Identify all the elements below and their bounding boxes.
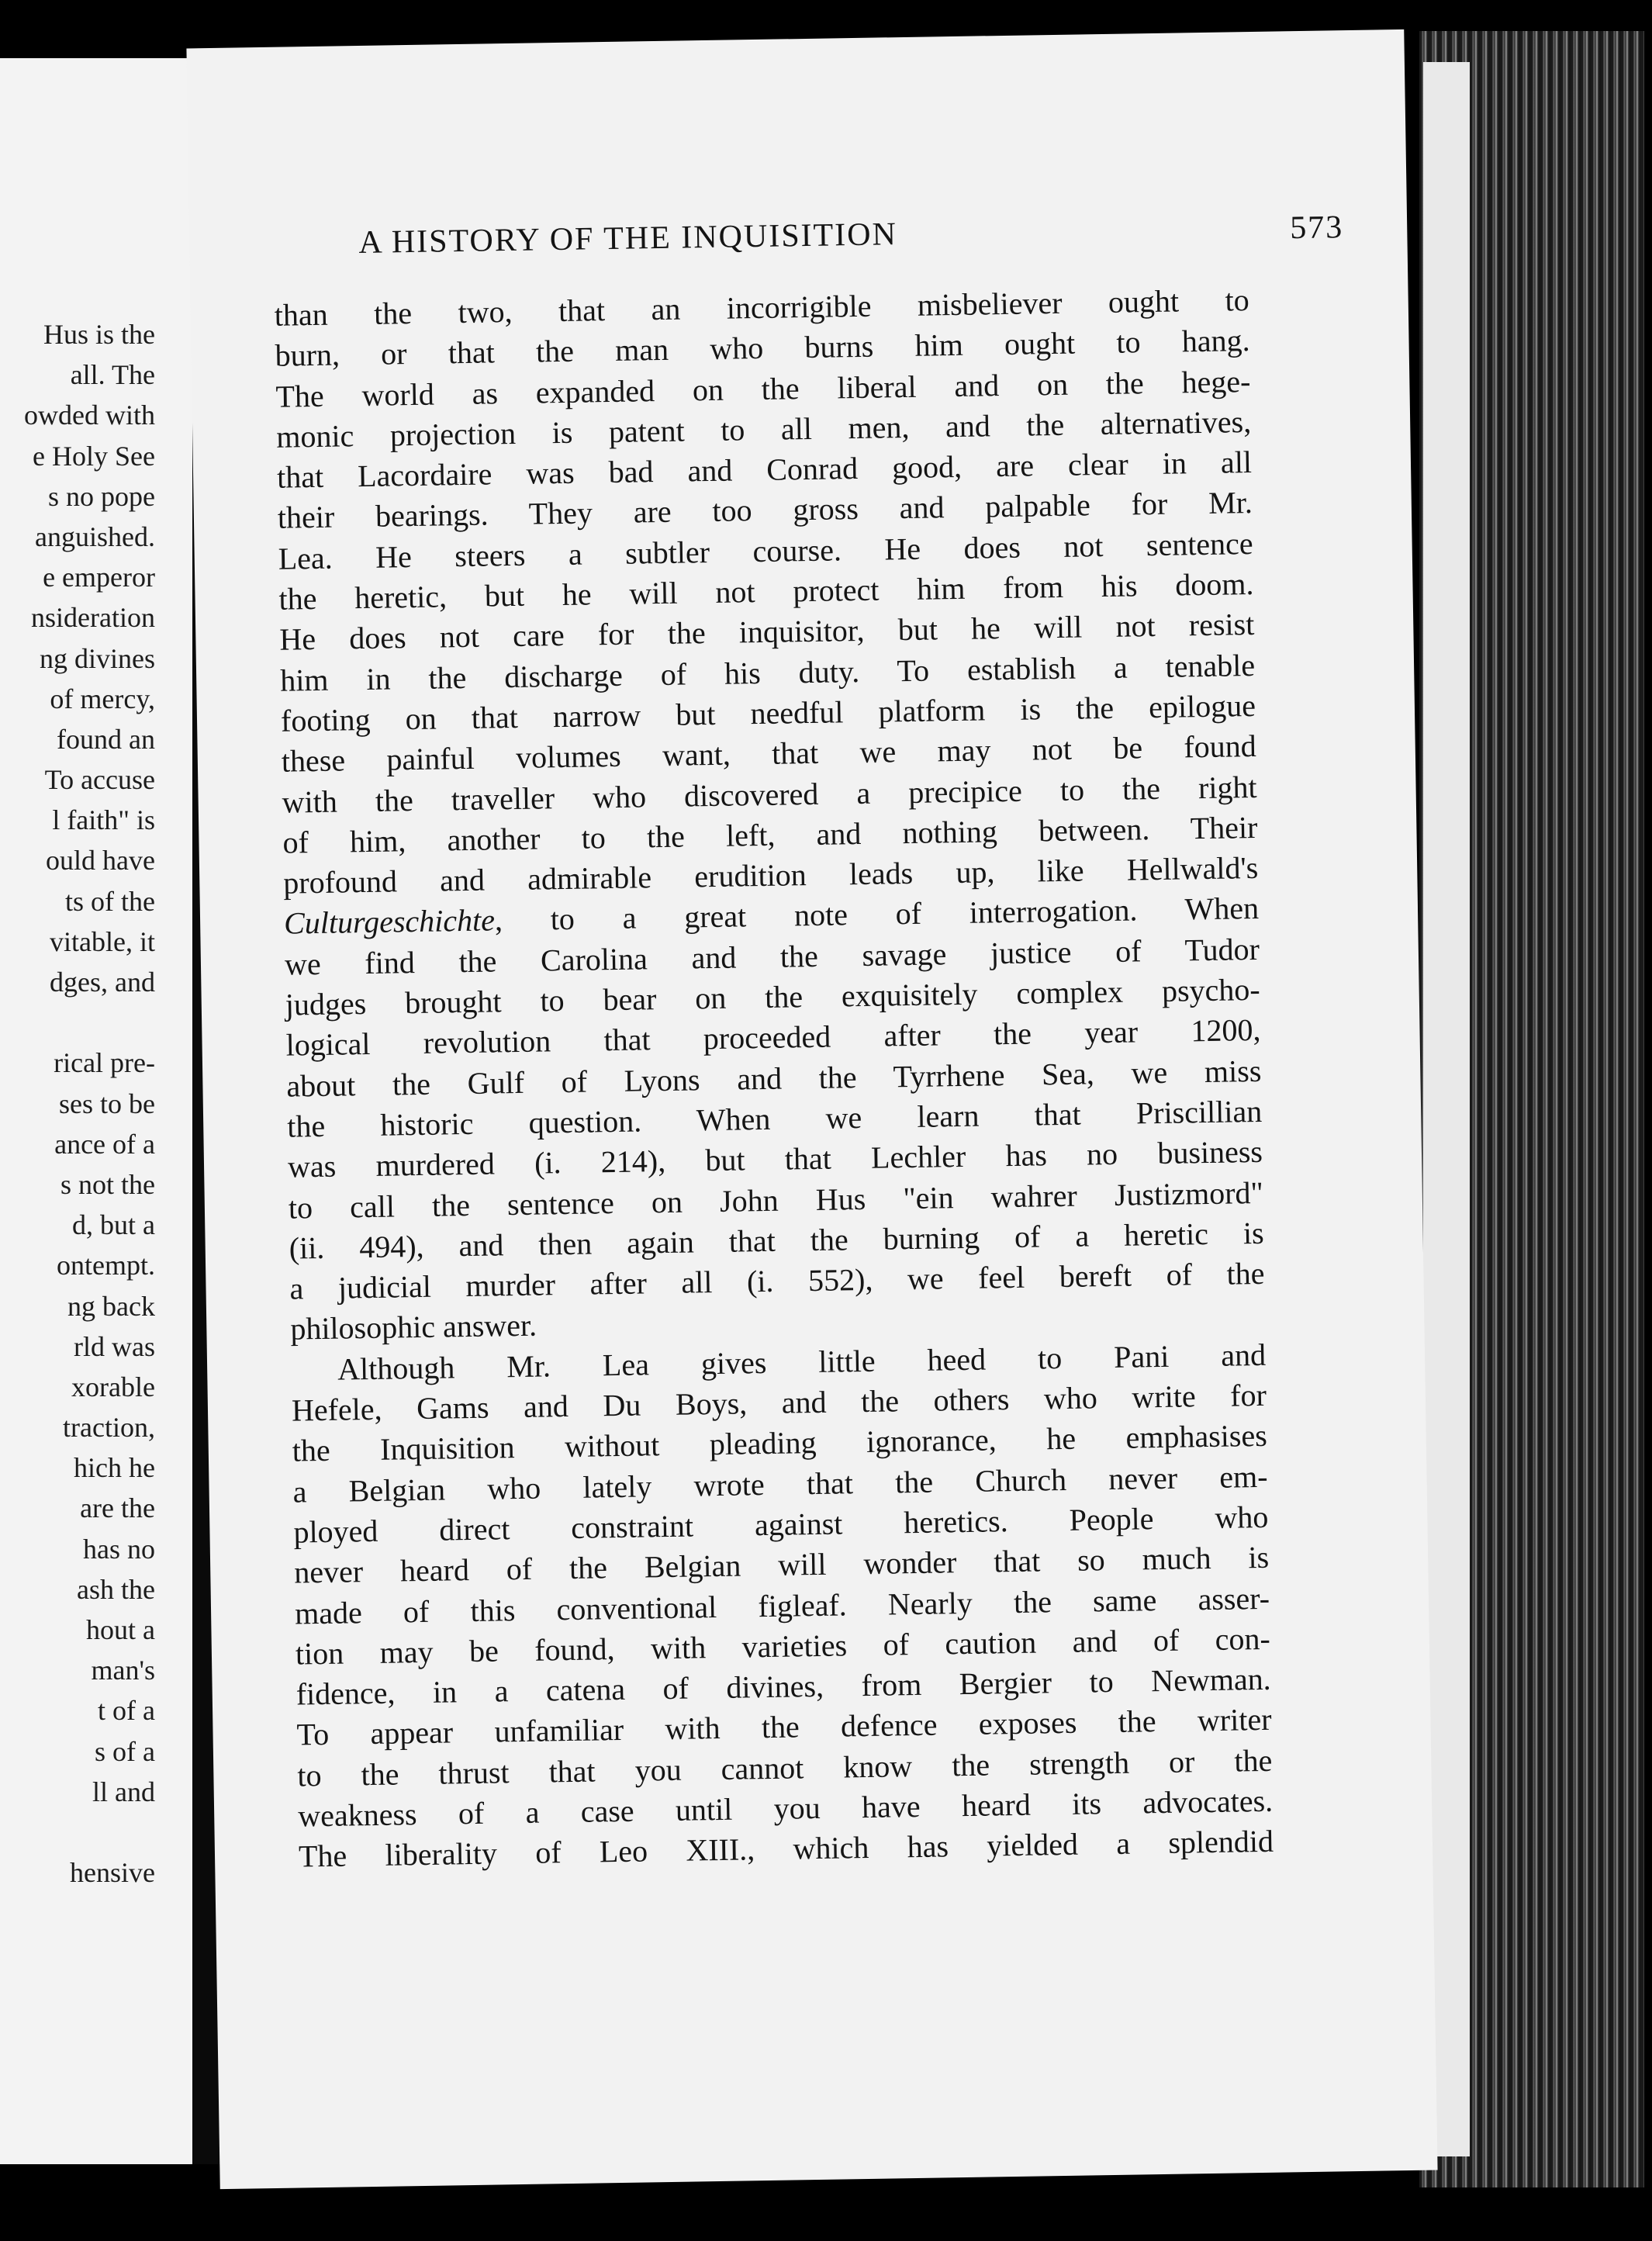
left-page (0, 58, 192, 2164)
text-line: with the traveller who discovered a precipice to the right (282, 769, 1257, 820)
text-line: of him, another to the left, and nothing between. Their (282, 809, 1258, 860)
text-line: judges brought to bear on the exquisitely complex psycho- (285, 971, 1260, 1022)
text-line: hich he (74, 1452, 155, 1484)
text-line: has no (83, 1533, 155, 1565)
text-line: fidence, in a catena of divines, from Bergier to Newman. (295, 1661, 1271, 1712)
text-line: e Holy See (33, 440, 155, 472)
text-line: ould have (46, 845, 155, 877)
text-line: hout a (86, 1614, 155, 1645)
text-line: ployed direct constraint against heretics. People who (293, 1499, 1269, 1550)
text-line: profound and admirable erudition leads up, like Hellwald's (282, 850, 1259, 901)
text-line: He does not care for the inquisitor, but he will not resist (279, 607, 1255, 658)
text-line: than the two, that an incorrigible misbeliever ought to (274, 282, 1250, 333)
text-line: tion may be found, with varieties of caution and of con- (295, 1620, 1271, 1672)
text-line: logical revolution that proceeded after the year 1200, (285, 1012, 1261, 1063)
text-line: vitable, it (50, 925, 155, 957)
text-line: owded with (24, 399, 155, 431)
text-line: s of a (95, 1735, 155, 1767)
text-line: anguished. (35, 520, 155, 552)
text-line: e emperor (43, 562, 155, 593)
text-line: of mercy, (50, 683, 155, 714)
text-line: the heretic, but he will not protect him from his doom. (278, 566, 1254, 617)
text-line: him in the discharge of his duty. To establish a tenable (279, 647, 1256, 698)
text-line: made of this conventional figleaf. Nearly the same asser- (294, 1580, 1270, 1631)
text-line: all. The (70, 359, 155, 391)
left-page-text (0, 314, 155, 1893)
text-line: The liberality of Leo XIII., which has yielded a splendid (298, 1824, 1274, 1874)
text-line: to call the sentence on John Hus "ein wahrer Justizmord" (288, 1174, 1264, 1226)
text-line: l faith" is (52, 804, 155, 836)
text-line: are the (80, 1492, 155, 1524)
text-line: To accuse (44, 764, 155, 796)
running-head: A HISTORY OF THE INQUISITION (358, 216, 898, 261)
paragraph-2-first-line: Although Mr. Lea gives little heed to Pani and (337, 1337, 1267, 1387)
text-line: their bearings. They are too gross and palpable for Mr. (277, 485, 1253, 536)
text-line: burn, or that the man who burns him ought to hang. (275, 323, 1250, 374)
text-line: xorable (71, 1371, 155, 1402)
text-line: the Inquisition without pleading ignorance, he emphasises (292, 1418, 1268, 1468)
text-line: these painful volumes want, that we may not be found (281, 728, 1257, 779)
text-line: about the Gulf of Lyons and the Tyrrhene Sea, we miss (286, 1053, 1262, 1104)
page-header (358, 209, 1344, 278)
text-line: rical pre- (54, 1047, 155, 1079)
text-line: dges, and (50, 967, 155, 998)
text-line: Hus is the (43, 319, 155, 350)
text-line: rld was (74, 1330, 155, 1362)
text-line: the historic question. When we learn that Priscillian (286, 1093, 1263, 1144)
text-line: s no pope (48, 480, 155, 512)
text-line: monic projection is patent to all men, and the alternatives, (275, 403, 1252, 455)
text-line: d, but a (72, 1209, 155, 1241)
text-line: found an (57, 723, 155, 755)
text-line: ontempt. (57, 1250, 155, 1281)
text-line: footing on that narrow but needful platform is the epilogue (280, 687, 1256, 738)
text-line: The world as expanded on the liberal and on the hege- (275, 363, 1251, 414)
text-line: man's (91, 1655, 155, 1686)
text-line: never heard of the Belgian will wonder that so much is (293, 1540, 1270, 1590)
text-line: s not the (60, 1168, 155, 1200)
text-line (0, 1812, 155, 1852)
text-line: Hefele, Gams and Du Boys, and the others who write for (291, 1377, 1267, 1428)
text-line: t of a (98, 1695, 155, 1727)
text-line: was murdered (i. 214), but that Lechler has no business (287, 1134, 1263, 1184)
text-line: traction, (63, 1412, 155, 1444)
page-number: 573 (1289, 209, 1344, 247)
text-line: (ii. 494), and then again that the burning of a heretic is (289, 1215, 1264, 1266)
text-line: weakness of a case until you have heard its advocates. (297, 1783, 1274, 1834)
body-text (274, 280, 1274, 1877)
italic-title: Culturgeschichte (283, 902, 496, 942)
text-line: a Belgian who lately wrote that the Church never em- (292, 1458, 1268, 1510)
paragraph-2 (292, 1375, 1274, 1877)
text-line: ance of a (54, 1128, 155, 1160)
italic-line-rest: , to a great note of interrogation. When (494, 891, 1260, 938)
text-line: ll and (92, 1776, 155, 1807)
text-line: ash the (77, 1573, 155, 1605)
text-line: ts of the (65, 885, 155, 917)
text-line: hensive (70, 1857, 155, 1889)
text-line: ng back (67, 1290, 155, 1322)
text-line: To appear unfamiliar with the defence exposes the writer (296, 1702, 1272, 1752)
right-page (186, 29, 1437, 2189)
paragraph-1-continued (285, 929, 1265, 1309)
paragraph-1 (274, 280, 1258, 904)
text-line: that Lacordaire was bad and Conrad good, are clear in all (276, 444, 1253, 495)
text-line: ng divines (40, 642, 155, 674)
text-line: we find the Carolina and the savage justice of Tudor (284, 931, 1260, 982)
text-line: a judicial murder after all (i. 552), we feel bereft of the (289, 1255, 1265, 1306)
text-line: Lea. He steers a subtler course. He does not sentence (278, 525, 1253, 576)
text-line (0, 1002, 155, 1043)
paragraph-1-last-line: philosophic answer. (290, 1308, 537, 1347)
text-line: to the thrust that you cannot know the strength or the (297, 1742, 1273, 1793)
text-line: nsideration (31, 602, 155, 634)
text-line: ses to be (59, 1088, 155, 1119)
